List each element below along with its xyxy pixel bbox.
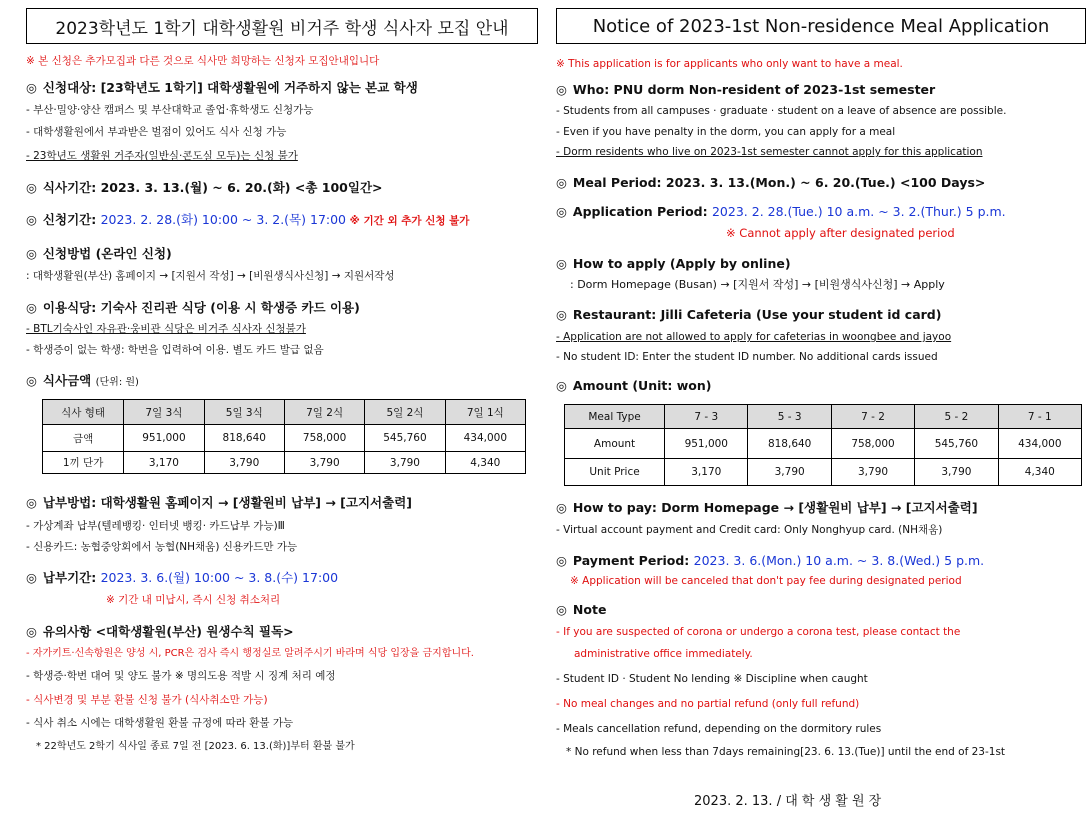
table-cell: 758,000 [831,429,914,459]
korean-price-table [42,399,526,474]
korean-restaurant-heading: ◎ 이용식당: 기숙사 진리관 식당 (이용 시 학생증 카드 이용) [26,300,360,315]
table-cell: 434,000 [445,425,525,452]
table-cell: 3,790 [915,459,998,486]
english-application-period: ◎ Application Period: 2023. 2. 28.(Tue.) 10 a.m. ~ 3. 2.(Thur.) 5 p.m. [556,204,1006,219]
table-cell: 818,640 [748,429,831,459]
footer-signature: 2023. 2. 13. / 대 학 생 활 원 장 [694,794,882,809]
english-who-line: - Dorm residents who live on 2023-1st semester cannot apply for this application [556,146,983,158]
english-restaurant-line: - Application are not allowed to apply for cafeterias in woongbee and jayoo [556,331,952,343]
table-row [43,452,526,474]
korean-restaurant-line: - BTL기숙사인 자유관·웅비관 식당은 비거주 식사자 신청불가 [26,323,306,335]
korean-note-line: - 자가키트·신속항원은 양성 시, PCR은 검사 즉시 행정실로 알려주시기 바라며 식당 입장을 금지합니다. [26,648,474,659]
table-cell: 818,640 [204,425,284,452]
korean-how-heading: ◎ 신청방법 (온라인 신청) [26,246,172,261]
korean-who-heading: ◎ 신청대상: [23학년도 1학기] 대학생활원에 거주하지 않는 본교 학생 [26,80,418,95]
english-notice-line: ※ This application is for applicants who only want to have a meal. [556,58,903,70]
english-meal-period: ◎ Meal Period: 2023. 3. 13.(Mon.) ~ 6. 20.(Tue.) <100 Days> [556,175,986,190]
english-note-heading: ◎ Note [556,602,607,617]
table-cell: 3,790 [831,459,914,486]
english-restaurant-line: - No student ID: Enter the student ID number. No additional cards issued [556,351,938,363]
table-cell: 1끼 단가 [43,452,124,474]
korean-meal-period: ◎ 식사기간: 2023. 3. 13.(월) ~ 6. 20.(화) <총 100일간> [26,180,383,195]
korean-who-line: - 23학년도 생활원 거주자(일반실·콘도실 모두)는 신청 불가 [26,150,298,162]
korean-note-line: - 식사 취소 시에는 대학생활원 환불 규정에 따라 환불 가능 [26,717,294,729]
table-header-row [43,400,526,425]
table-header-cell: 5일 3식 [204,400,284,425]
table-row [565,429,1082,459]
english-note-line: - Student ID · Student No lending ※ Discipline when caught [556,673,868,685]
korean-notice-line: ※ 본 신청은 추가모집과 다른 것으로 식사만 희망하는 신청자 모집안내입니다 [26,55,380,67]
table-cell: 545,760 [915,429,998,459]
table-header-cell: 7 - 2 [831,405,914,429]
korean-how-line: : 대학생활원(부산) 홈페이지 → [지원서 작성] → [비원생식사신청] → 지원서작성 [26,270,395,282]
korean-note-heading: ◎ 유의사항 <대학생활원(부산) 원생수칙 필독> [26,624,294,639]
english-payment-heading: ◎ How to pay: Dorm Homepage → [생활원비 납부] → [고지서출력] [556,500,978,515]
korean-payment-period: ◎ 납부기간: 2023. 3. 6.(월) 10:00 ~ 3. 8.(수) 17:00 [26,570,339,585]
english-who-heading: ◎ Who: PNU dorm Non-resident of 2023-1st semester [556,82,936,97]
english-who-line: - Even if you have penalty in the dorm, you can apply for a meal [556,126,896,138]
table-cell: Unit Price [565,459,665,486]
korean-payment-note: ※ 기간 내 미납시, 즉시 신청 취소처리 [106,594,281,606]
korean-note-line: - 학생증·학번 대여 및 양도 불가 ※ 명의도용 적발 시 징계 처리 예정 [26,670,336,682]
english-title: Notice of 2023-1st Non-residence Meal Application [556,8,1086,44]
table-header-cell: 7일 3식 [124,400,204,425]
english-how-line: : Dorm Homepage (Busan) → [지원서 작성] → [비원생식사신청] → Apply [570,278,945,291]
korean-title: 2023학년도 1학기 대학생활원 비거주 학생 식사자 모집 안내 [26,8,538,44]
english-who-line: - Students from all campuses · graduate · student on a leave of absence are possible. [556,105,1007,117]
english-amount-heading: ◎ Amount (Unit: won) [556,378,712,393]
table-header-cell: 7 - 1 [998,405,1081,429]
english-how-heading: ◎ How to apply (Apply by online) [556,256,791,271]
table-header-cell: 7일 2식 [284,400,364,425]
table-header-cell: 5 - 3 [748,405,831,429]
table-header-cell: 7일 1식 [445,400,525,425]
table-cell: 758,000 [284,425,364,452]
korean-who-line: - 부산·밀양·양산 캠퍼스 및 부산대학교 졸업·휴학생도 신청가능 [26,104,314,116]
table-cell: 3,170 [665,459,748,486]
korean-payment-heading: ◎ 납부방법: 대학생활원 홈페이지 → [생활원비 납부] → [고지서출력] [26,495,412,510]
table-cell: 951,000 [124,425,204,452]
table-cell: 3,170 [124,452,204,474]
table-cell: 434,000 [998,429,1081,459]
table-cell: 4,340 [445,452,525,474]
english-application-note: ※ Cannot apply after designated period [726,226,955,240]
english-restaurant-heading: ◎ Restaurant: Jilli Cafeteria (Use your student id card) [556,307,942,322]
table-header-cell: Meal Type [565,405,665,429]
korean-payment-line: - 신용카드: 농협중앙회에서 농협(NH채움) 신용카드만 가능 [26,541,298,553]
english-note-line: - Meals cancellation refund, depending on the dormitory rules [556,723,882,735]
table-row [565,459,1082,486]
english-note-line: - No meal changes and no partial refund (only full refund) [556,698,860,710]
table-cell: 3,790 [204,452,284,474]
english-payment-period: ◎ Payment Period: 2023. 3. 6.(Mon.) 10 a.m. ~ 3. 8.(Wed.) 5 p.m. [556,553,985,568]
english-payment-line: - Virtual account payment and Credit card: Only Nonghyup card. (NH채움) [556,524,943,536]
table-cell: 금액 [43,425,124,452]
table-cell: 4,340 [998,459,1081,486]
korean-payment-line: - 가상계좌 납부(텔레뱅킹· 인터넷 뱅킹· 카드납부 가능)Ⅲ [26,520,285,532]
table-cell: 545,760 [365,425,445,452]
table-header-cell: 5 - 2 [915,405,998,429]
korean-amount-heading: ◎ 식사금액 (단위: 원) [26,373,139,388]
table-cell: 3,790 [284,452,364,474]
korean-note-line: - 식사변경 및 부분 환불 신청 불가 (식사취소만 가능) [26,694,268,706]
table-row [43,425,526,452]
korean-note-line: * 22학년도 2학기 식사일 종료 7일 전 [2023. 6. 13.(화)]부터 환불 불가 [36,741,355,752]
english-note-line: - If you are suspected of corona or undergo a corona test, please contact the [556,626,961,638]
table-header-cell: 7 - 3 [665,405,748,429]
korean-restaurant-line: - 학생증이 없는 학생: 학번을 입력하여 이용. 별도 카드 발급 없음 [26,344,324,356]
table-cell: 3,790 [365,452,445,474]
table-cell: 3,790 [748,459,831,486]
table-cell: Amount [565,429,665,459]
english-note-line: administrative office immediately. [574,648,753,660]
korean-application-period: ◎ 신청기간: 2023. 2. 28.(화) 10:00 ~ 3. 2.(목) 17:00 ※ 기간 외 추가 신청 불가 [26,212,470,227]
table-header-row [565,405,1082,429]
english-note-line: * No refund when less than 7days remaining[23. 6. 13.(Tue)] until the end of 23-1st [566,746,1006,758]
table-header-cell: 5일 2식 [365,400,445,425]
table-header-cell: 식사 형태 [43,400,124,425]
korean-who-line: - 대학생활원에서 부과받은 벌점이 있어도 식사 신청 가능 [26,126,287,138]
table-cell: 951,000 [665,429,748,459]
english-payment-note: ※ Application will be canceled that don't pay fee during designated period [570,575,962,587]
english-price-table [564,404,1082,486]
